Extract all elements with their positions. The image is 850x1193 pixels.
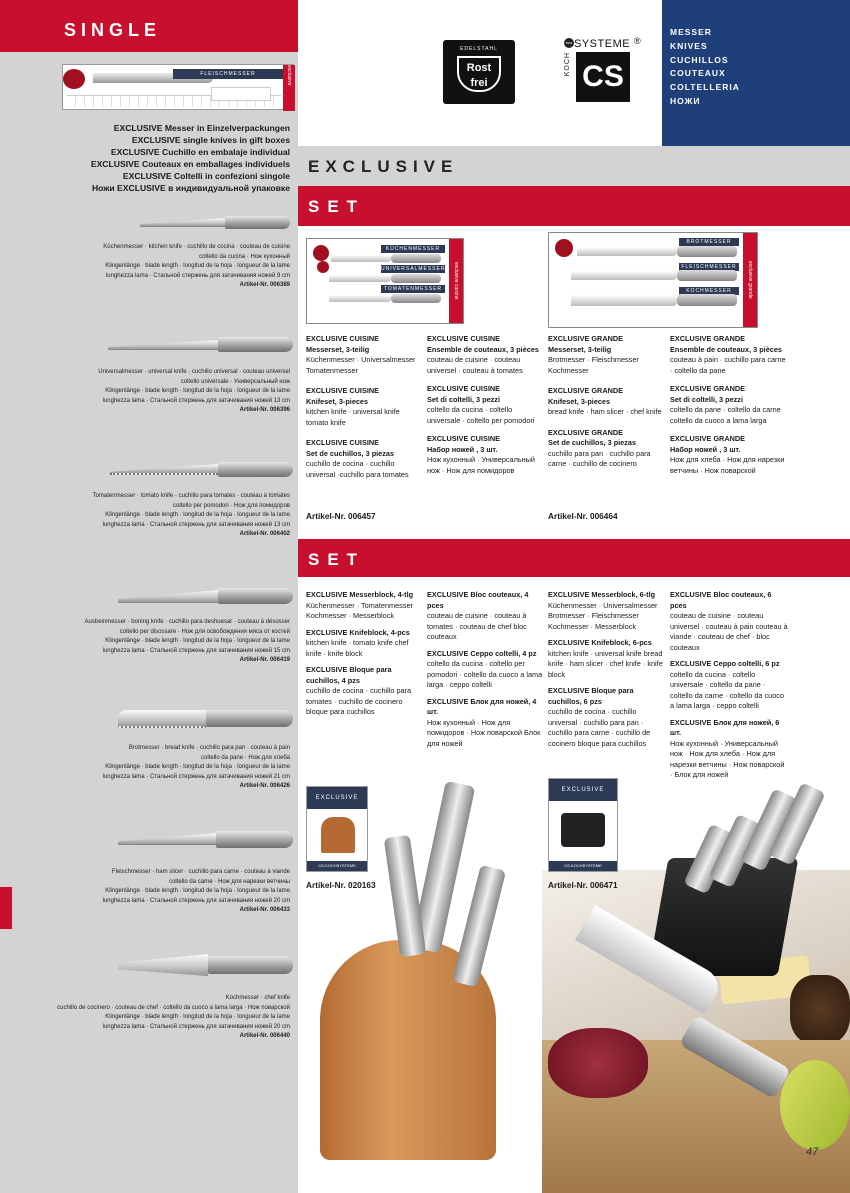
knife-handle (452, 865, 506, 988)
product-name: Knifeset, 3-pieces (306, 396, 369, 406)
cs-label (211, 87, 271, 101)
product-line: EXCLUSIVE GRANDE (670, 334, 746, 343)
knife-image-universal (108, 334, 293, 356)
knife-desc: Klingenlänge · blade length · longitud de la hoja · longueur de la lame (105, 764, 290, 770)
box-band: FLEISCHMESSER (679, 263, 739, 271)
knife-desc: Ausbeinmesser · boning knife · cuchillo para deshuesar · couteau à désosser (84, 619, 290, 625)
knife-desc: Brotmesser · bread knife · cuchillo para pan · couteau à pain (128, 745, 290, 751)
article-number: Artikel-Nr. 020163 (306, 880, 376, 890)
knife-item (40, 618, 290, 666)
set1-col3 (548, 334, 666, 470)
knife-item (40, 744, 290, 792)
product-name: Messerset, 3-teilig (306, 344, 370, 354)
knife-image-tomato (110, 458, 293, 482)
page-number: 47 (806, 1146, 819, 1158)
product-name: EXCLUSIVE Bloque para cuchillos, 6 pzs (548, 686, 634, 706)
knife-desc: lunghezza lama · Стальной стержень для затачивания ножей 21 cm (102, 773, 290, 780)
knife-item (40, 492, 290, 540)
product-desc: cuchillo de cocina · cuchillo universal ·cuchillo para tomates (306, 459, 409, 479)
single-title: SINGLE (64, 20, 162, 40)
product-line: EXCLUSIVE CUISINE (306, 438, 379, 447)
product-name: Ensemble de couteaux, 3 pièces (670, 344, 782, 354)
box-band: KOCHMESSER (679, 287, 739, 295)
product-line: EXCLUSIVE GRANDE (670, 384, 746, 393)
product-desc: coltello da cucina · coltello universale · coltello da pane · coltello da carne · coltello da cuoco a lama larga · ceppo coltelli (670, 669, 784, 710)
pkg-label: EXCLUSIVE (307, 787, 367, 809)
article-number: Artikel-Nr. 006440 (239, 1033, 290, 1039)
set2-col4 (670, 590, 788, 781)
product-desc: Нож кухонный · Нож для помидоров · Нож поварской Блок для ножей (427, 717, 541, 748)
knife-desc: coltello per pomodori · Нож для помидоров (173, 502, 290, 509)
knife-desc: lunghezza lama · Стальной стержень для затачивания ножей 9 cm (105, 272, 290, 279)
product-name: EXCLUSIVE Messerblock, 6-tlg (548, 590, 656, 599)
set-band (298, 539, 850, 577)
category-label: COLTELLERIA (670, 82, 740, 93)
knife-item (40, 243, 290, 291)
product-name: Set di coltelli, 3 pezzi (670, 394, 743, 404)
article-number: Artikel-Nr. 006457 (306, 511, 376, 521)
knife-desc: Universalmesser · universal knife · cuchillo universal · couteau universel (98, 369, 290, 375)
knife-handle (384, 835, 426, 957)
product-desc: cuchillo de cocina · cuchillo universal · cuchillo para pan · cuchillo para carne · cuchillo de cocinero bloque para cuchillos (548, 707, 651, 748)
intro-line: EXCLUSIVE Coltelli in confezioni singole (122, 171, 290, 181)
gift-box-image (62, 64, 294, 110)
product-name: EXCLUSIVE Блок для ножей, 6 шт. (670, 717, 780, 737)
box-band: TOMATENMESSER (381, 285, 445, 293)
intro-line: Ножи EXCLUSIVE в индивидуальной упаковке (91, 183, 290, 193)
product-desc: Brotmesser · Fleischmesser Kochmesser (548, 355, 639, 375)
packaging-6pc (548, 778, 618, 872)
product-name: EXCLUSIVE Knifeblock, 4-pcs (306, 627, 410, 637)
product-name: EXCLUSIVE Блок для ножей, 4 шт. (427, 696, 537, 716)
intro-line: EXCLUSIVE Couteaux en emballages individuels (90, 159, 290, 169)
product-desc: kitchen knife · tomato knife chef knife · knife block (306, 638, 409, 658)
set2-col3 (548, 590, 666, 749)
product-name: Knifeset, 3-pieces (548, 396, 611, 406)
product-name: Набор ножей , 3 шт. (670, 444, 741, 454)
product-desc: coltello da pane · coltello da carne coltello da cuoco a lama larga (670, 405, 781, 425)
category-label: MESSER (670, 27, 712, 37)
knife-desc: Klingenlänge · blade length · longitud de la hoja · longueur de la lame (105, 388, 290, 394)
set1-col1 (306, 334, 424, 480)
knife-image-boning (118, 584, 293, 610)
knife-desc: lunghezza lama · Стальной стержень для затачивания ножей 20 cm (102, 897, 290, 904)
article-number: Artikel-Nr. 006396 (239, 407, 290, 413)
article-number: Artikel-Nr. 006402 (239, 531, 290, 537)
knife-desc: Tomatenmesser · tomato knife · cuchillo para tomates · couteau à tomates (92, 493, 290, 499)
giftbox-side-label: exclusive (286, 65, 292, 86)
knife-item (40, 994, 290, 1042)
knife-desc: Fleischmesser · ham slicer · cuchillo para carne · couteau à viande (111, 869, 290, 875)
product-desc: couteau de cuisine · couteau à tomates · couteau de chef bloc couteaux (427, 611, 527, 641)
knife-desc: cuchillo de cocinero · couteau de chef · coltello da cuoco a lama larga · Нож поварской (57, 1004, 290, 1011)
bread (790, 975, 850, 1045)
pkg-bottom: CS-KOCHSYSTEME (307, 861, 367, 871)
product-desc: Küchenmesser · Tomatenmesser Kochmesser · Messerblock (306, 600, 413, 620)
product-line: EXCLUSIVE GRANDE (670, 434, 746, 443)
product-line: EXCLUSIVE GRANDE (548, 386, 624, 395)
product-line: EXCLUSIVE CUISINE (306, 386, 379, 395)
product-line: EXCLUSIVE CUISINE (427, 434, 500, 443)
eco-icon: eco (564, 38, 574, 48)
product-name: EXCLUSIVE Messerblock, 4-tlg (306, 590, 414, 599)
knife-desc: Klingenlänge · blade length · longitud de la hoja · longueur de la lame (105, 512, 290, 518)
knife-item (40, 368, 290, 416)
article-number: Artikel-Nr. 006464 (548, 511, 618, 521)
knife-image-kitchen (140, 212, 290, 232)
category-languages (670, 26, 740, 109)
product-desc: cuchillo para pan · cuchillo para carne · cuchillo de cocinero (548, 448, 651, 468)
article-number: Artikel-Nr. 006419 (239, 657, 290, 663)
set-title: SET (308, 550, 366, 569)
boxset-cuisine-image (306, 238, 464, 324)
single-intro (50, 122, 290, 194)
pepper (780, 1060, 850, 1150)
category-label: CUCHILLOS (670, 54, 729, 65)
giftbox-side (283, 65, 295, 111)
set2-col2 (427, 590, 545, 749)
logo-text: SYSTEME (574, 38, 631, 50)
product-name: EXCLUSIVE Ceppo coltelli, 4 pz (427, 648, 537, 658)
product-line: EXCLUSIVE CUISINE (427, 384, 500, 393)
product-desc: kitchen knife · universal knife tomato knife (306, 407, 400, 427)
set-band (298, 186, 850, 226)
product-desc: Нож кухонный · Универсальный нож · Нож для помидоров (427, 455, 536, 475)
knife-desc: coltello per disossare · Нож для освобождения мяса от костей (119, 628, 290, 635)
product-line: EXCLUSIVE CUISINE (427, 334, 500, 343)
product-desc: bread knife · ham slicer · chef knife (548, 407, 662, 416)
article-number: Artikel-Nr. 006433 (239, 907, 290, 913)
article-number: Artikel-Nr. 006389 (239, 282, 290, 288)
knife-desc: Klingenlänge · blade length · longitud de la hoja · longueur de la lame (105, 263, 290, 269)
product-desc: cuchillo de cocina · cuchillo para tomates · cuchillo de cocinero bloque para cuchillos (306, 686, 412, 716)
product-desc: couteau de cuisine · couteau universel · couteau à pain couteau à viande · couteau de chef · bloc couteaux (670, 611, 788, 652)
knife-desc: Kochmesser · chef knife (225, 995, 290, 1001)
knife-desc: coltello da cucina · Нож кухонный (199, 253, 290, 260)
logo-text: CS (576, 52, 630, 102)
logo-text: KOCH (564, 52, 571, 77)
pkg-label: EXCLUSIVE (549, 779, 617, 801)
knife-desc: Klingenlänge · blade length · longitud de la hoja · longueur de la lame (105, 638, 290, 644)
product-name: Messerset, 3-teilig (548, 344, 612, 354)
knife-image-slicer (118, 828, 293, 854)
product-line: EXCLUSIVE CUISINE (306, 334, 379, 343)
article-number: Artikel-Nr. 006426 (239, 783, 290, 789)
knife-desc: coltello da pane · Нож для хлеба (201, 754, 290, 761)
intro-line: EXCLUSIVE Cuchillo en embalaje individual (110, 147, 290, 157)
box-band: BROTMESSER (679, 238, 739, 246)
product-name: EXCLUSIVE Bloc couteaux, 4 pces (427, 590, 529, 610)
product-name: Ensemble de couteaux, 3 pièces (427, 344, 539, 354)
box-side: exclusive cuisine (449, 239, 463, 323)
box-band: KÜCHENMESSER (381, 245, 445, 253)
knife-desc: coltello da carne · Нож для нарезки ветчины (169, 878, 290, 885)
product-name: EXCLUSIVE Bloque para cuchillos, 4 pzs (306, 665, 392, 685)
product-desc: couteau à pain · cuchillo para carne · coltello da pane (670, 355, 786, 375)
article-number: Artikel-Nr. 006471 (548, 880, 618, 890)
intro-line: EXCLUSIVE single knives in gift boxes (131, 135, 290, 145)
set1-col4 (670, 334, 788, 476)
logo-text: EDELSTAHL (460, 46, 498, 52)
pkg-bottom: CS-KOCHSYSTEME (549, 861, 617, 871)
logo-seal-icon (63, 69, 85, 89)
category-label: COUTEAUX (670, 68, 726, 79)
category-label: НОЖИ (670, 95, 701, 106)
knife-desc: lunghezza lama · Стальной стержень для затачивания ножей 20 cm (102, 1023, 290, 1030)
product-name: Set de cuchillos, 3 piezas (306, 448, 395, 458)
edge-marker (0, 887, 12, 929)
product-desc: couteau de cuisine · couteau universel · couteau à tomates (427, 355, 523, 375)
product-name: Set di coltelli, 3 pezzi (427, 394, 500, 404)
logo-text: ® (634, 36, 641, 46)
knife-desc: lunghezza lama · Стальной стержень для затачивания ножей 15 cm (102, 647, 290, 654)
category-label: KNIVES (670, 40, 708, 51)
rostfrei-logo (443, 40, 515, 104)
product-name: Набор ножей , 3 шт. (427, 444, 498, 454)
knife-desc: Klingenlänge · blade length · longitud de la hoja · longueur de la lame (105, 1014, 290, 1020)
product-desc: coltello da cucina · coltello per pomodori · coltello da cuoco a lama larga · ceppo coltelli (427, 659, 543, 689)
product-desc: Нож для хлеба · Нож для нарезки ветчины · Нож поварской (670, 455, 785, 475)
knife-desc: lunghezza lama · Стальной стержень для затачивания ножей 13 cm (102, 397, 290, 404)
product-desc: Küchenmesser · Universalmesser Brotmesser · Fleischmesser Kochmesser · Messerblock (548, 600, 658, 631)
exclusive-title: EXCLUSIVE (308, 157, 459, 176)
product-desc: Küchenmesser · Universalmesser Tomatenmesser (306, 355, 416, 375)
knife-image-chef (118, 950, 293, 982)
product-desc: Нож кухонный · Универсальный нож · Нож для хлеба · Нож для нарезки ветчины · Нож поварской · Блок для ножей (670, 738, 785, 779)
product-desc: kitchen knife · universal knife bread knife · ham slicer · chef knife · knife block (548, 648, 663, 679)
product-desc: coltello da cucina · coltello universale · coltello per pomodori (427, 405, 535, 425)
knife-desc: lunghezza lama · Стальной стержень для затачивания ножей 13 cm (102, 521, 290, 528)
product-name: EXCLUSIVE Knifeblock, 6-pcs (548, 638, 652, 647)
knife-desc: Klingenlänge · blade length · longitud de la hoja · longueur de la lame (105, 888, 290, 894)
product-line: EXCLUSIVE GRANDE (548, 427, 624, 437)
box-band: UNIVERSALMESSER (381, 266, 446, 272)
knife-desc: Küchenmesser · kitchen knife · cuchillo de cocina · couteau de cuisine (103, 244, 290, 250)
packaging-4pc (306, 786, 368, 872)
giftbox-band: FLEISCHMESSER (173, 69, 283, 79)
knife-desc: coltello universale · Универсальный нож (180, 378, 290, 385)
set1-col2 (427, 334, 545, 476)
set-title: SET (308, 197, 366, 216)
knife-image-bread (118, 706, 293, 734)
product-name: Set de cuchillos, 3 piezas (548, 438, 637, 447)
product-line: EXCLUSIVE GRANDE (548, 334, 624, 343)
knife-item (40, 868, 290, 916)
product-name: EXCLUSIVE Ceppo coltelli, 6 pz (670, 659, 780, 668)
boxset-grande-image (548, 232, 758, 328)
cs-logo (564, 38, 644, 104)
logo-text: Rost frei (457, 56, 501, 92)
set2-col1 (306, 590, 424, 718)
sausage (548, 1028, 648, 1098)
product-name: EXCLUSIVE Bloc couteaux, 6 pces (670, 590, 772, 610)
box-side: exclusive grande (743, 233, 757, 327)
intro-line: EXCLUSIVE Messer in Einzelverpackungen (113, 123, 290, 133)
